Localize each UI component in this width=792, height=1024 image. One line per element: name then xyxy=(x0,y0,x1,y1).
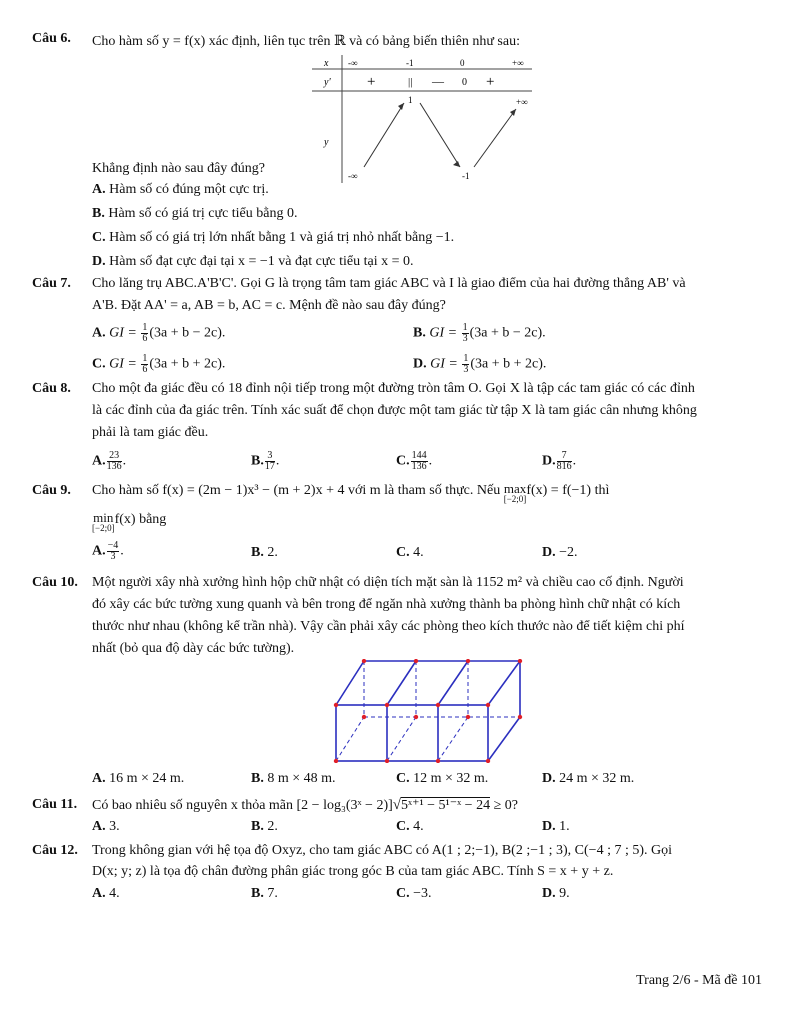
answer-option-a[interactable]: A. GI = $\frac{1}{6}$ (3a + b − 2c). xyxy=(92,322,226,344)
question-text: A'B. Đặt AA' = a, AB = b, AC = c. Mệnh đề nào sau đây đúng? xyxy=(92,298,446,313)
table-y-label: y xyxy=(324,137,329,148)
answer-option-b[interactable]: B. GI = $\frac{1}{3}$ (3a + b − 2c). xyxy=(413,322,546,344)
answer-option-a[interactable]: A. $\frac{23}{136}$ . xyxy=(92,450,127,472)
question-number: Câu 12. xyxy=(32,843,78,858)
question-number: Câu 8. xyxy=(32,381,71,396)
table-x-value: 0 xyxy=(460,58,465,68)
question-8 xyxy=(32,381,764,481)
answer-option-c[interactable]: C. 4. xyxy=(396,545,424,560)
table-y-value: -∞ xyxy=(348,171,358,181)
variation-arrow xyxy=(364,103,404,167)
question-prompt: Khẳng định nào sau đây đúng? xyxy=(92,161,266,176)
answer-option-b[interactable]: B. $\frac{3}{17}$ . xyxy=(251,450,280,472)
answer-option-d[interactable]: D. 24 m × 32 m. xyxy=(542,771,635,786)
answer-option-c[interactable]: C. $\frac{144}{136}$ . xyxy=(396,450,433,472)
question-9 xyxy=(32,483,764,573)
question-text: min [−2;0] f(x) bằng xyxy=(92,510,167,533)
answer-option-a[interactable]: A. 3. xyxy=(92,819,120,834)
question-12 xyxy=(32,843,764,903)
question-6 xyxy=(32,31,764,276)
variation-table xyxy=(312,55,567,183)
question-text: Cho lăng trụ ABC.A'B'C'. Gọi G là trọng tâm tam giác ABC và I là giao điểm của hai đường thẳng AB' và xyxy=(92,276,686,291)
answer-option-b[interactable]: B. 8 m × 48 m. xyxy=(251,771,336,786)
question-text: Có bao nhiêu số nguyên x thỏa mãn [2 − log₃(3ˣ − 2)]√5ˣ⁺¹ − 5¹⁻ˣ − 24 ≥ 0? xyxy=(92,797,518,813)
question-text: phải là tam giác đều. xyxy=(92,425,209,440)
table-sign: + xyxy=(367,74,376,90)
answer-option-d[interactable]: D. 9. xyxy=(542,886,570,901)
answer-option-d[interactable]: D. $\frac{7}{816}$ . xyxy=(542,450,577,472)
table-y-value: 1 xyxy=(408,95,413,105)
question-number: Câu 7. xyxy=(32,276,71,291)
answer-option-a[interactable]: A. 16 m × 24 m. xyxy=(92,771,185,786)
answer-option-b[interactable]: B. 7. xyxy=(251,886,278,901)
variation-arrow xyxy=(474,109,516,167)
page-footer: Trang 2/6 - Mã đề 101 xyxy=(636,973,762,988)
table-x-value: -1 xyxy=(406,58,414,68)
question-text: Cho hàm số f(x) = (2m − 1)x³ − (m + 2)x + 4 với m là tham số thực. Nếu max [−2;0] f(x) = f(−1) thì xyxy=(92,481,610,504)
variation-arrow xyxy=(420,103,460,167)
answer-option-d[interactable]: D. GI = $\frac{1}{3}$ (3a + b + 2c). xyxy=(413,353,547,375)
table-sign: 0 xyxy=(462,77,467,88)
question-text: Cho hàm số y = f(x) xác định, liên tục trên ℝ và có bảng biến thiên như sau: xyxy=(92,34,520,49)
answer-option-d[interactable]: D. −2. xyxy=(542,545,578,560)
table-x-label: x xyxy=(324,58,329,69)
question-number: Câu 9. xyxy=(32,483,71,498)
answer-option-d[interactable]: D. Hàm số đạt cực đại tại x = −1 và đạt cực tiểu tại x = 0. xyxy=(92,254,414,269)
answer-option-b[interactable]: B. 2. xyxy=(251,545,278,560)
question-number: Câu 11. xyxy=(32,797,78,812)
table-yp-label: y' xyxy=(324,77,331,88)
question-text: đó xây các bức tường xung quanh và bên trong để ngăn nhà xưởng thành ba phòng hình chữ nhật có kích xyxy=(92,597,681,612)
answer-option-a[interactable]: A. $\frac{-4}{3}$ . xyxy=(92,540,124,562)
question-11 xyxy=(32,797,764,842)
answer-option-b[interactable]: B. Hàm số có giá trị cực tiểu bằng 0. xyxy=(92,206,298,221)
question-text: Cho một đa giác đều có 18 đỉnh nội tiếp trong một đường tròn tâm O. Gọi X là tập các tam giác có các đỉnh xyxy=(92,381,695,396)
answer-option-d[interactable]: D. 1. xyxy=(542,819,570,834)
answer-option-c[interactable]: C. −3. xyxy=(396,886,432,901)
question-text: thước như nhau (không kể trần nhà). Vậy cần phải xây các phòng theo kích thước nào để tiết kiệm chi phí xyxy=(92,619,685,634)
table-sign: || xyxy=(408,76,413,88)
answer-option-c[interactable]: C. GI = $\frac{1}{6}$ (3a + b + 2c). xyxy=(92,353,226,375)
question-text: Trong không gian với hệ tọa độ Oxyz, cho tam giác ABC có A(1 ; 2;−1), B(2 ;−1 ; 3), C(−4 ; 7 ; 5). Gọi xyxy=(92,843,673,858)
answer-option-a[interactable]: A. Hàm số có đúng một cực trị. xyxy=(92,182,269,197)
factory-diagram xyxy=(332,659,524,763)
question-text: Một người xây nhà xưởng hình hộp chữ nhật có diện tích mặt sàn là 1152 m² và chiều cao cố định. Người xyxy=(92,575,684,590)
question-number: Câu 10. xyxy=(32,575,78,590)
table-y-value: -1 xyxy=(462,171,470,181)
table-sign: — xyxy=(432,74,444,88)
answer-option-c[interactable]: C. 12 m × 32 m. xyxy=(396,771,489,786)
question-10 xyxy=(32,575,764,795)
answer-option-c[interactable]: C. Hàm số có giá trị lớn nhất bằng 1 và giá trị nhỏ nhất bằng −1. xyxy=(92,230,455,245)
question-7 xyxy=(32,276,764,380)
question-number: Câu 6. xyxy=(32,31,71,46)
table-y-value: +∞ xyxy=(516,97,528,107)
question-text: nhất (bỏ qua độ dày các bức tường). xyxy=(92,641,295,656)
question-text: D(x; y; z) là tọa độ chân đường phân giác trong góc B của tam giác ABC. Tính S = x + y + z. xyxy=(92,864,614,879)
answer-option-b[interactable]: B. 2. xyxy=(251,819,278,834)
answer-option-a[interactable]: A. 4. xyxy=(92,886,120,901)
question-text: là các đỉnh của đa giác trên. Tính xác suất để chọn được một tam giác từ tập X là tam giác cân nhưng không xyxy=(92,403,697,418)
table-x-value: -∞ xyxy=(348,58,358,68)
table-x-value: +∞ xyxy=(512,58,524,68)
answer-option-c[interactable]: C. 4. xyxy=(396,819,424,834)
table-sign: + xyxy=(486,74,495,90)
